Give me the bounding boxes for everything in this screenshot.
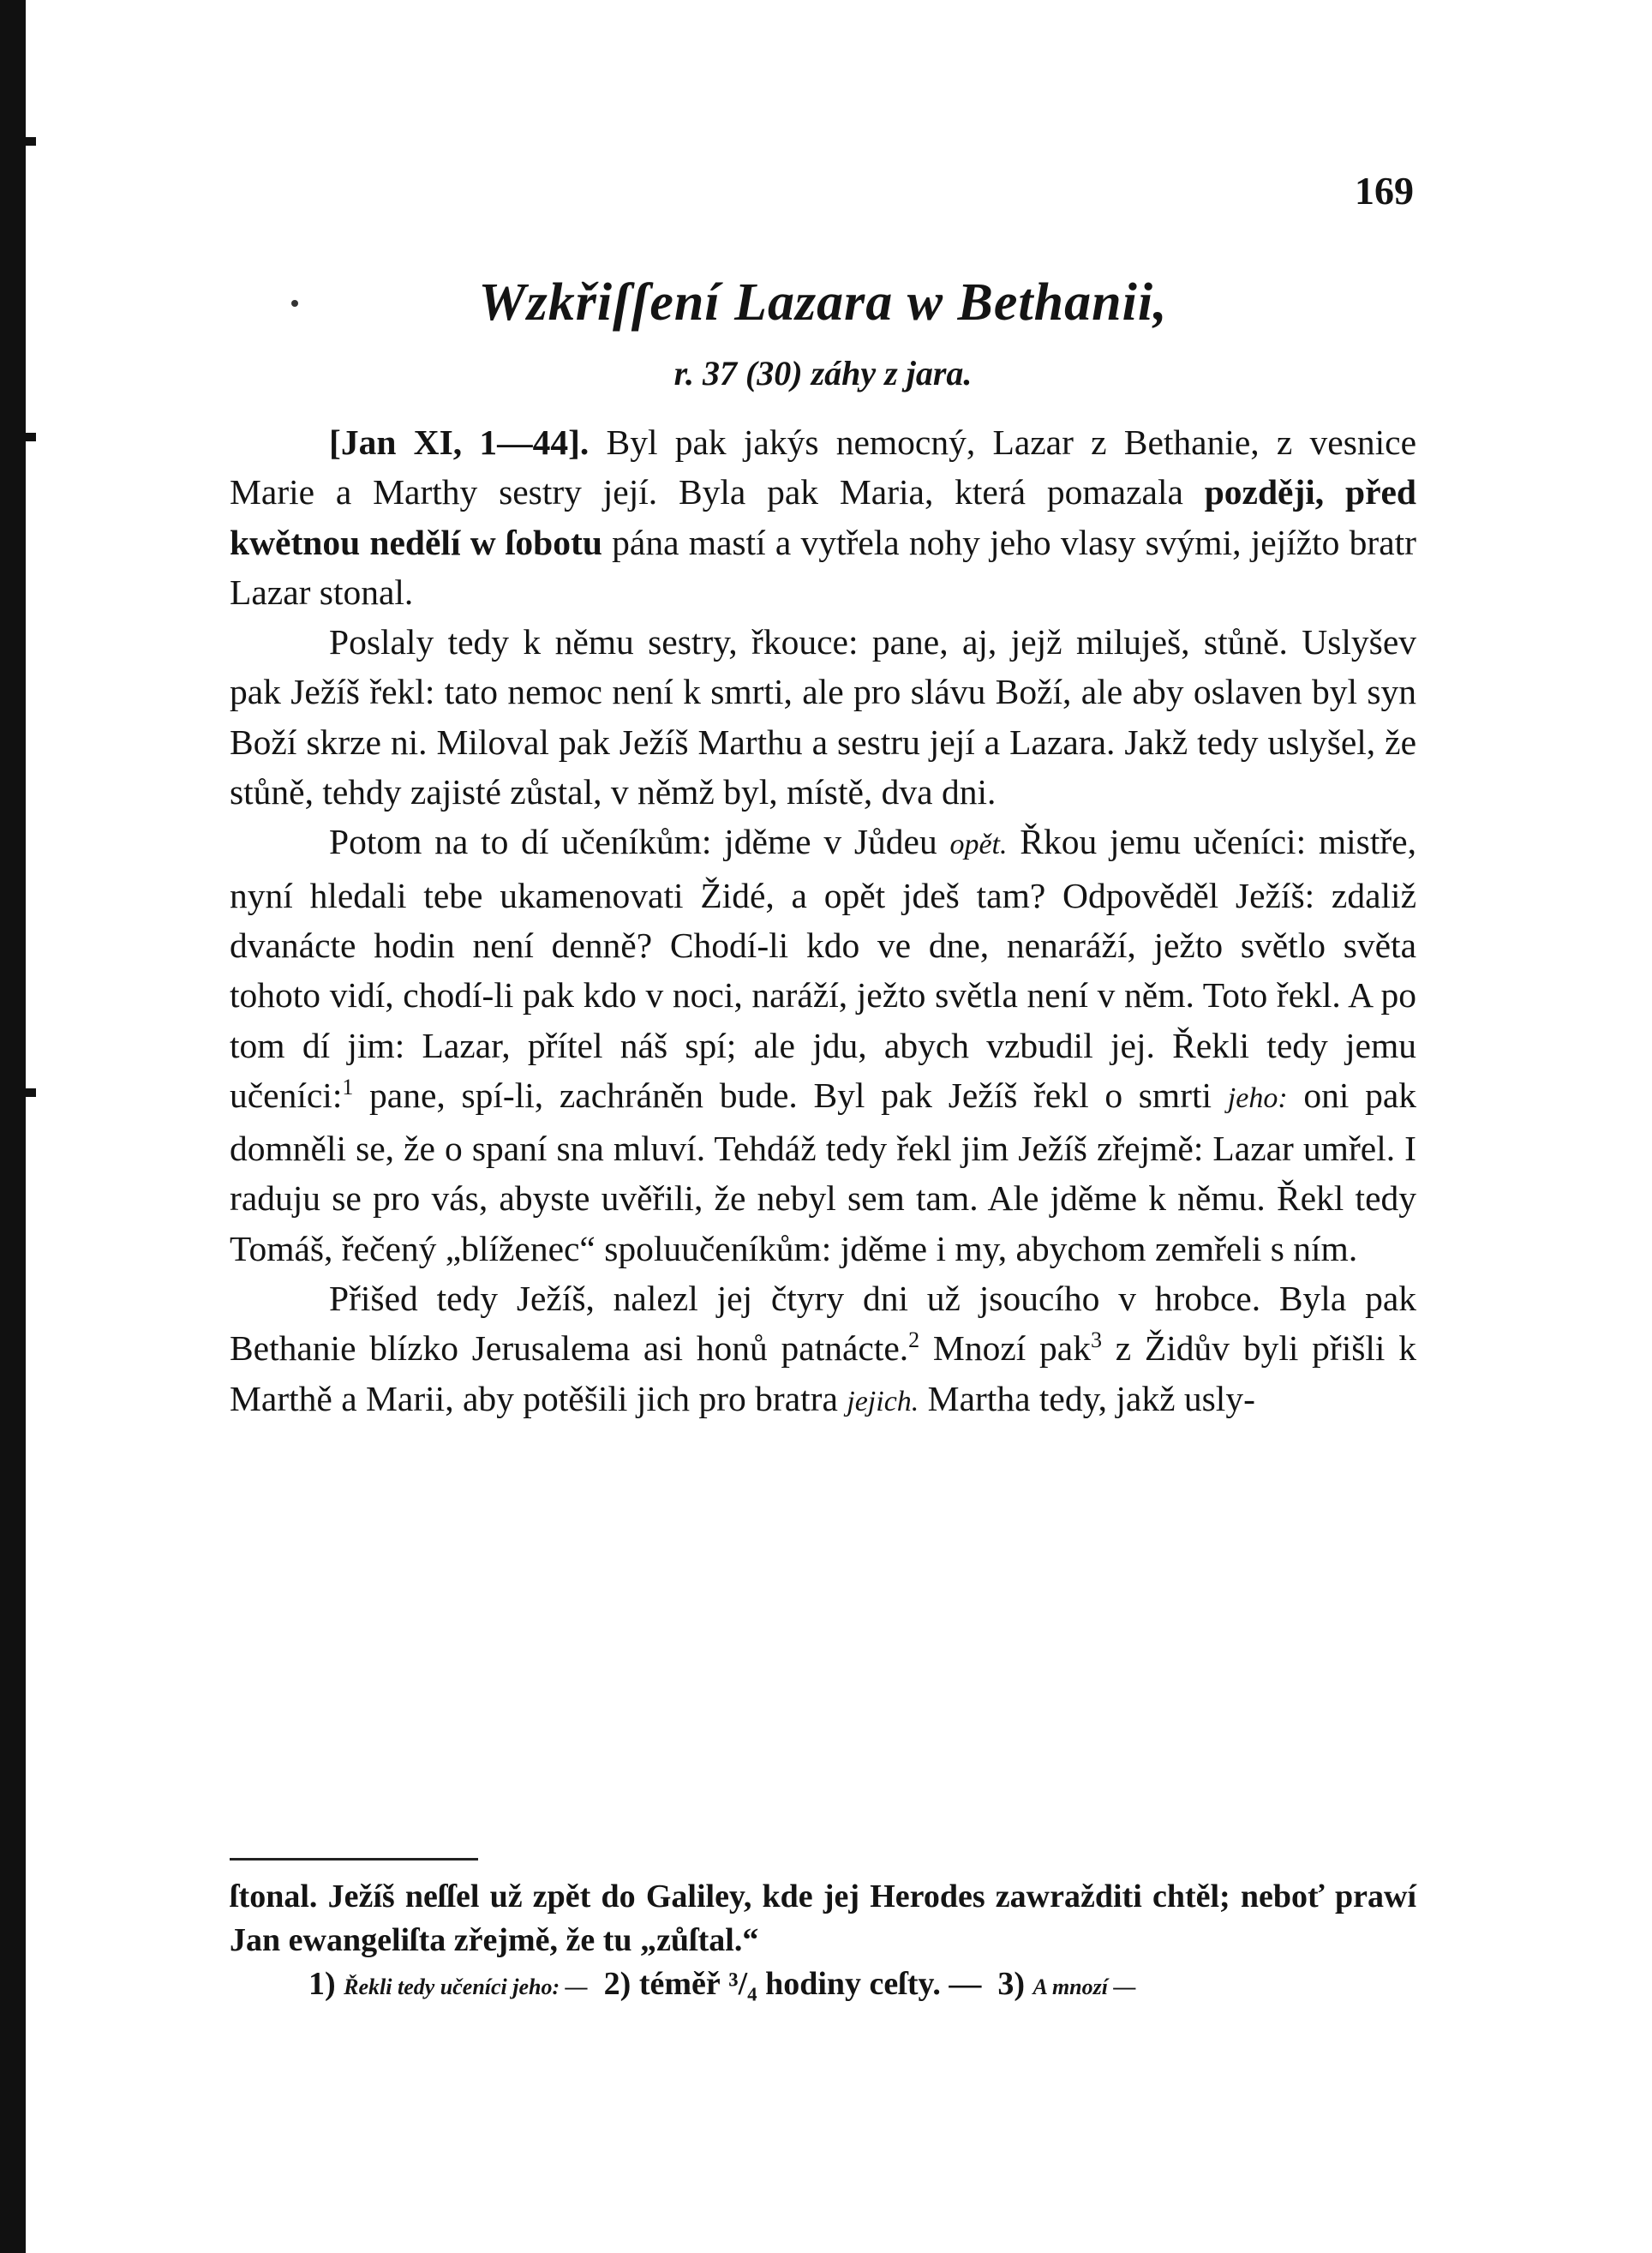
edge-notch <box>0 137 36 146</box>
italic-word: opět. <box>949 829 1008 861</box>
fraktur-insert: později, před kwětnou nedělí w ſobotu <box>230 472 1416 562</box>
footnote-number: 1) <box>308 1966 336 2002</box>
text-run: pane, spí-li, zachráněn bude. Byl pak Ježíš řekl o smrti <box>353 1075 1228 1115</box>
footnote-number: 3) <box>997 1966 1026 2002</box>
chapter-title: Wzkřiſſení Lazara w Bethanii, <box>478 273 1168 332</box>
text-run: Byl pak jakýs nemocný, Lazar z Bethanie, z vesnice Marie a Marthy sestry její. Byla pak Maria, která pomazala <box>230 422 1416 512</box>
footnote-text: téměř ³/₄ hodiny ceſty. — <box>638 1966 982 2002</box>
text-run: Martha tedy, jakž usly- <box>919 1378 1255 1418</box>
paragraph-2: Poslaly tedy k němu sestry, řkouce: pane, aj, jejž miluješ, stůně. Uslyšev pak Ježíš řekl: tato nemoc není k smrti, ale pro slávu Boží, ale aby oslaven byl syn Boží skrze ni. Miloval pak Ježíš Marthu a sestru její a Lazara. Jakž tedy uslyšel, že stůně, tehdy zajisté zůstal, v němž byl, místě, dva dni. <box>230 622 1416 812</box>
footnote-text: A mnozí — <box>1032 1974 1136 1999</box>
footnotes <box>230 1875 1416 2009</box>
edge-notch <box>0 433 36 441</box>
footnote-line <box>230 1962 1416 2009</box>
footnote-marker: 2 <box>908 1327 920 1353</box>
body-text <box>230 417 1416 1427</box>
italic-word: jejich. <box>847 1385 919 1417</box>
footnote-marker: 1 <box>342 1075 354 1100</box>
text-run: Řkou jemu učeníci: mistře, nyní hledali tebe ukamenovati Židé, a opět jdeš tam? Odpověděl Ježíš: zdaliž dvanácte hodin není denně? Chodí-li kdo ve dne, nenaráží, ježto světlo světa tohoto vidí, chodí-li pak kdo v noci, naráží, ježto světla není v něm. Toto řekl. A po tom dí jim: Lazar, přítel náš spí; ale jdu, abych vzbudil jej. Řekli tedy jemu učeníci: <box>230 822 1416 1115</box>
text-run: Potom na to dí učeníkům: jděme v Jůdeu <box>329 822 950 862</box>
paragraph-1 <box>230 417 1416 617</box>
footnote-marker: 3 <box>1090 1327 1102 1353</box>
text-run: oni pak domněli se, že o spaní sna mluví. Tehdáž tedy řekl jim Ježíš zřejmě: Lazar umřel. I raduju se pro vás, abyste uvěřili, že nebyl sem tam. Ale jděme k němu. Řekl tedy Tomáš, řečený „blíženec“ spoluučeníkům: jděme i my, abychom zemřeli s ním. <box>230 1075 1417 1268</box>
footnote-number: 2) <box>603 1966 631 2002</box>
text-run: z Židův byli přišli k Marthě a Marii, aby potěšili jich pro bratra <box>230 1328 1416 1418</box>
scripture-reference: [Jan XI, 1—44]. <box>329 422 590 462</box>
page-number: 169 <box>1355 169 1414 213</box>
chapter-subtitle: r. 37 (30) záhy z jara. <box>673 354 973 392</box>
footnote-continuation: ſtonal. Ježíš neſſel už zpět do Galiley, kde jej Herodes zawražditi chtěl; neboť prawí Jan ewangeliſta zřejmě, že tu „zůſtal.“ <box>230 1878 1416 1958</box>
paragraph-4 <box>230 1273 1416 1427</box>
footnote-text: Řekli tedy učeníci jeho: — <box>344 1974 588 1999</box>
text-run: Přišed tedy Ježíš, nalezl jej čtyry dni už jsoucího v hrobce. Byla pak Bethanie blízko Jerusalema asi honů patnácte. <box>230 1279 1416 1369</box>
page-edge-shadow <box>0 0 26 2253</box>
footnote-rule <box>230 1858 478 1861</box>
text-run: Mnozí pak <box>919 1328 1091 1369</box>
italic-word: jeho: <box>1227 1082 1288 1114</box>
edge-notch <box>0 1088 36 1097</box>
paragraph-3 <box>230 817 1416 1273</box>
text-run: pána mastí a vytřela nohy jeho vlasy svými, jejížto bratr Lazar stonal. <box>230 522 1416 612</box>
